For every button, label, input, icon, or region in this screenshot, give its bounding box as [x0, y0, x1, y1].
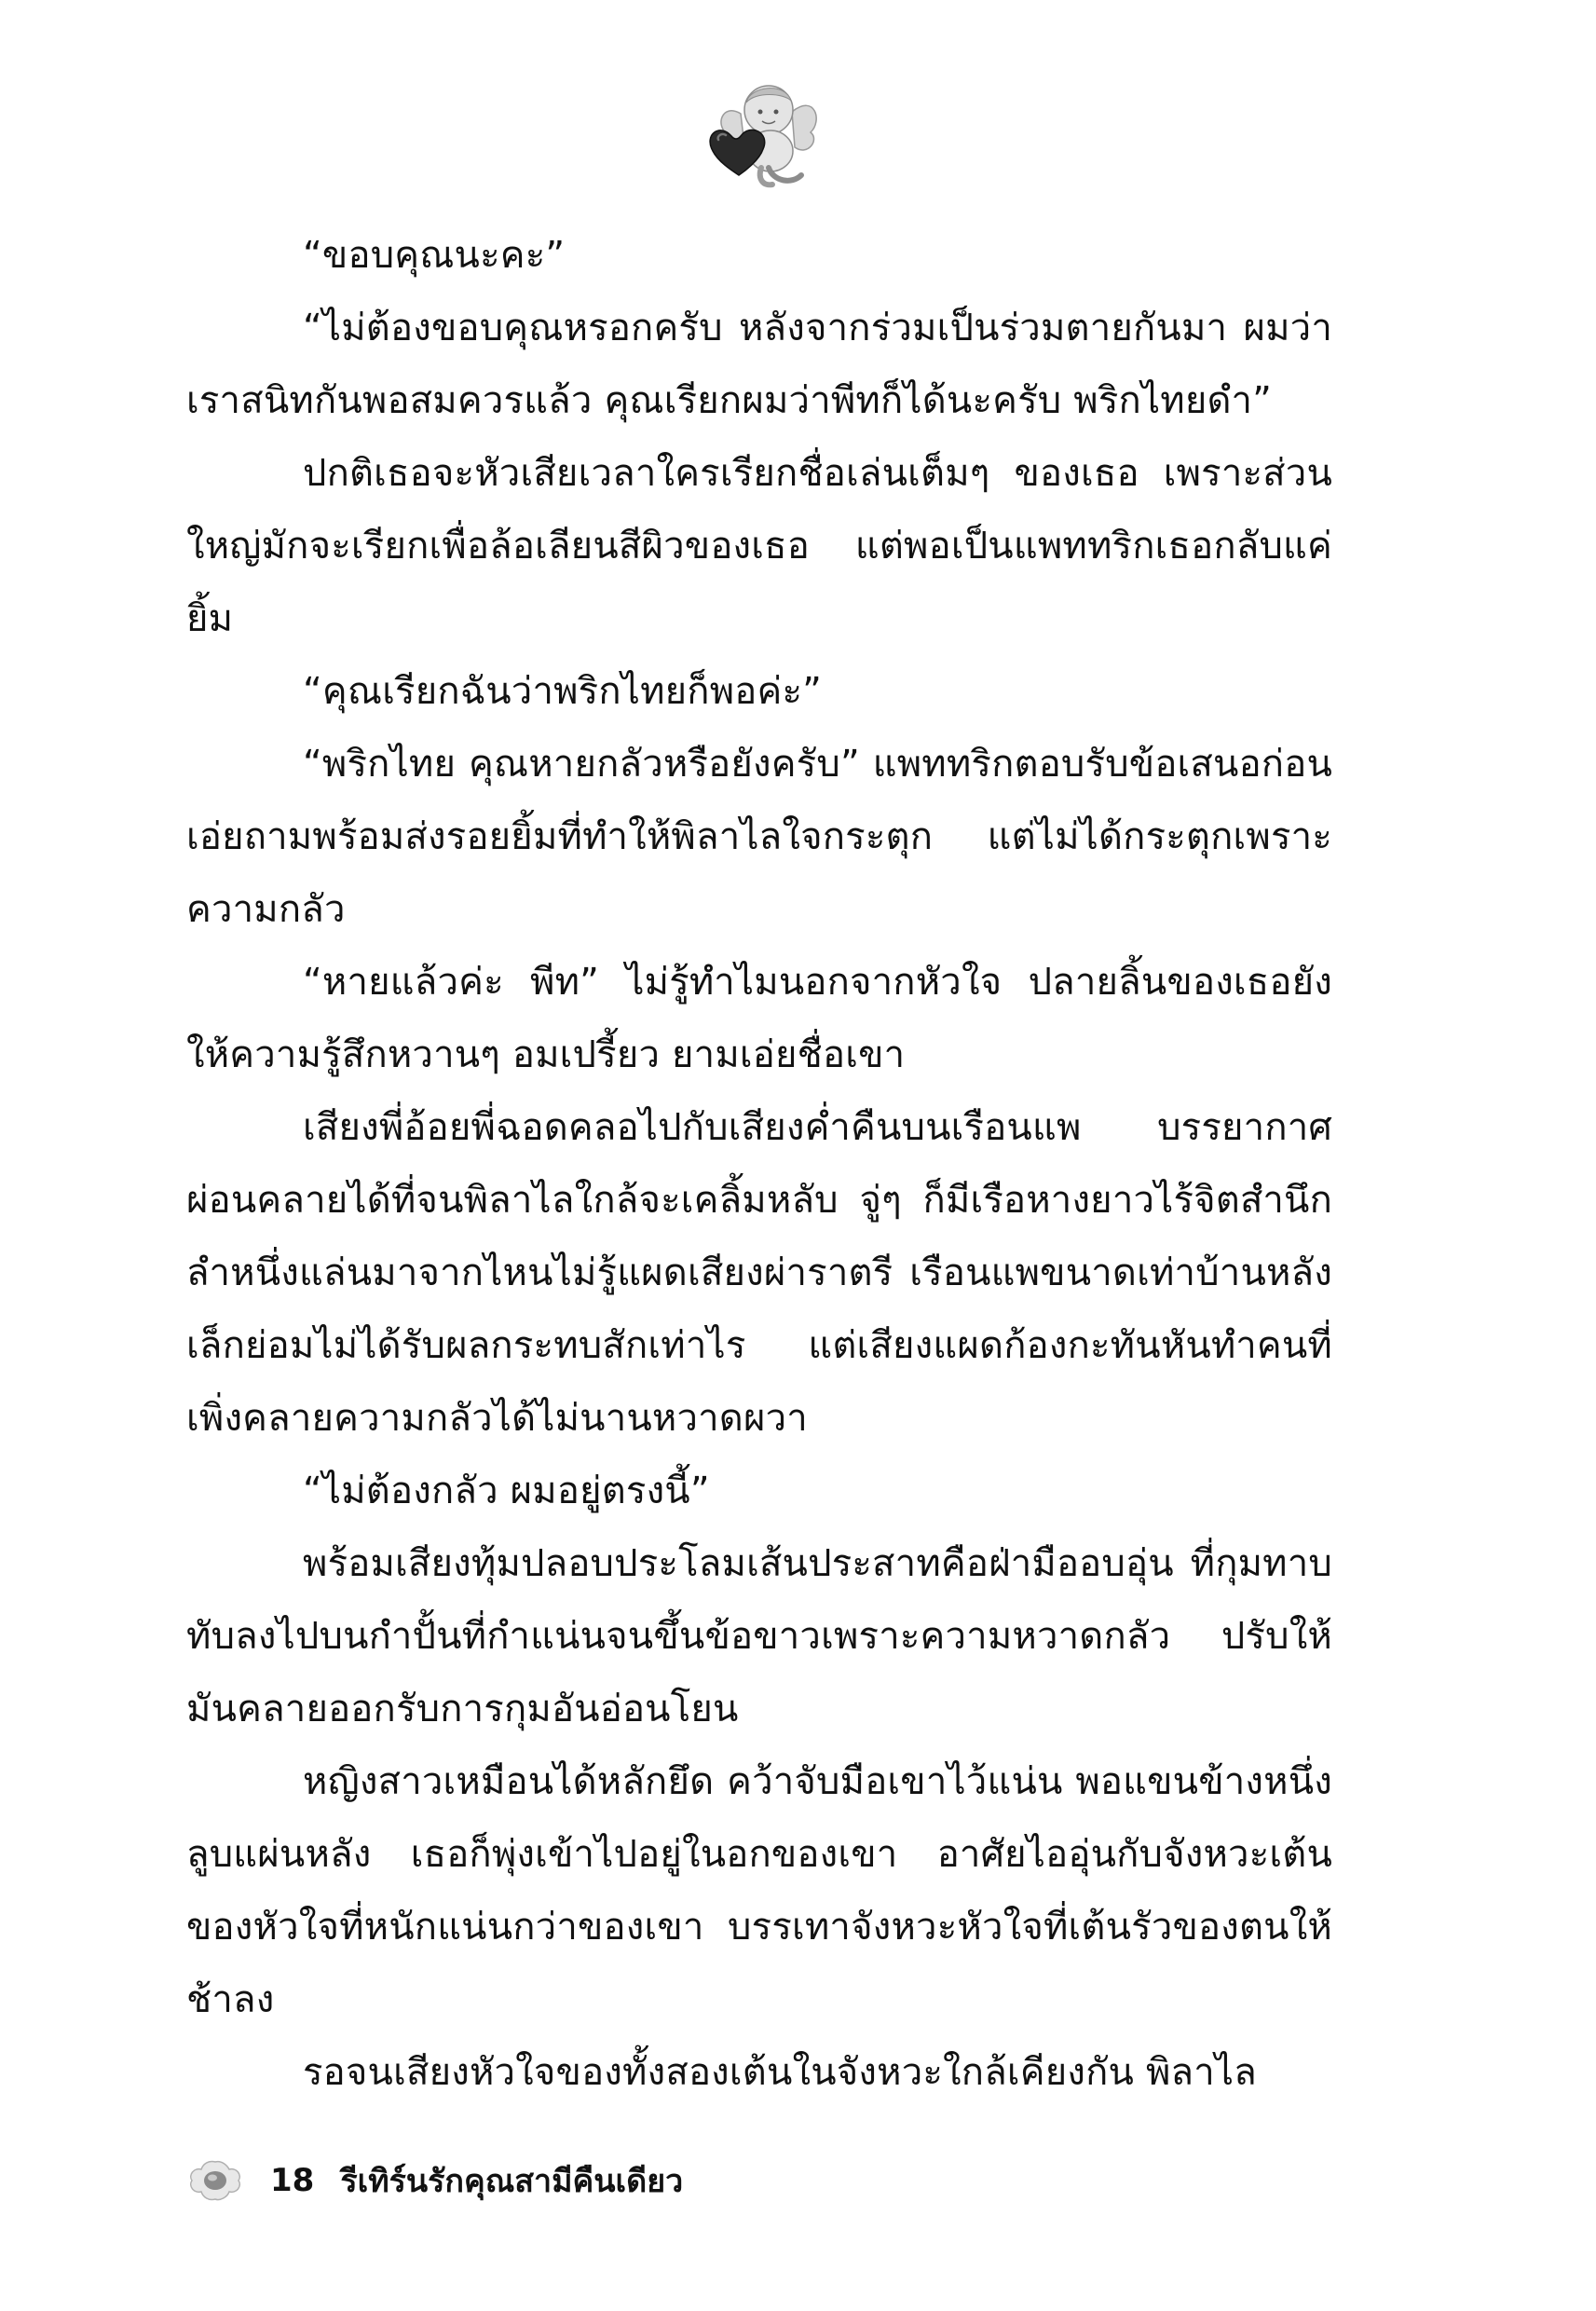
page-footer — [186, 2153, 683, 2208]
page-number: 18 — [270, 2162, 315, 2199]
paragraph: ปกติเธอจะหัวเสียเวลาใครเรียกชื่อเล่นเต็มๆ ของเธอ เพราะส่วนใหญ่มักจะเรียกเพื่อล้อเลียนสีผิวของเธอ แต่พอเป็นแพททริกเธอกลับแค่ยิ้ม — [186, 452, 1332, 640]
paragraph: หญิงสาวเหมือนได้หลักยึด คว้าจับมือเขาไว้แน่น พอแขนข้างหนึ่งลูบแผ่นหลัง เธอก็พุ่งเข้าไปอยู่ในอกของเขา อาศัยไออุ่นกับจังหวะเต้นของหัวใจที่หนักแน่นกว่าของเขา บรรเทาจังหวะหัวใจที่เต้นรัวของตนให้ช้าลง — [186, 1760, 1332, 2021]
paragraph: พร้อมเสียงทุ้มปลอบประโลมเส้นประสาทคือฝ่ามืออบอุ่น ที่กุมทาบทับลงไปบนกำปั้นที่กำแน่นจนขึ้นข้อขาวเพราะความหวาดกลัว ปรับให้มันคลายออกรับการกุมอันอ่อนโยน — [186, 1542, 1332, 1730]
paragraph: “ขอบคุณนะคะ” — [303, 234, 566, 277]
paragraph: “คุณเรียกฉันว่าพริกไทยก็พอค่ะ” — [303, 670, 823, 713]
paragraph: เสียงพี่อ้อยพี่ฉอดคลอไปกับเสียงค่ำคืนบนเรือนแพ บรรยากาศผ่อนคลายได้ที่จนพิลาไลใกล้จะเคลิ้มหลับ จู่ๆ ก็มีเรือหางยาวไร้จิตสำนึกลำหนึ่งแล่นมาจากไหนไม่รู้แผดเสียงผ่าราตรี เรือนแพขนาดเท่าบ้านหลังเล็กย่อมไม่ได้รับผลกระทบสักเท่าไร แต่เสียงแผดก้องกะทันหันทำคนที่เพิ่งคลายความกลัวได้ไม่นานหวาดผวา — [186, 1106, 1332, 1440]
flower-ornament-icon — [186, 2158, 244, 2203]
paragraph: “ไม่ต้องขอบคุณหรอกครับ หลังจากร่วมเป็นร่วมตายกันมา ผมว่าเราสนิทกันพอสมควรแล้ว คุณเรียกผมว่าพีทก็ได้นะครับ พริกไทยดำ” — [186, 307, 1332, 422]
paragraph: “ไม่ต้องกลัว ผมอยู่ตรงนี้” — [303, 1470, 710, 1512]
paragraph: “หายแล้วค่ะ พีท” ไม่รู้ทำไมนอกจากหัวใจ ปลายลิ้นของเธอยังให้ความรู้สึกหวานๆ อมเปรี้ยว ยามเอ่ยชื่อเขา — [186, 961, 1332, 1076]
paragraph: “พริกไทย คุณหายกลัวหรือยังครับ” แพททริกตอบรับข้อเสนอก่อนเอ่ยถามพร้อมส่งรอยยิ้มที่ทำให้พิลาไลใจกระตุก แต่ไม่ได้กระตุกเพราะความกลัว — [186, 743, 1332, 931]
body-text — [186, 219, 1332, 2129]
book-title: รีเทิร์นรักคุณสามีคืนเดียว — [340, 2163, 684, 2200]
cupid-heart-icon — [703, 75, 825, 191]
paragraph: รอจนเสียงหัวใจของทั้งสองเต้นในจังหวะใกล้เคียงกัน พิลาไล — [303, 2051, 1257, 2094]
